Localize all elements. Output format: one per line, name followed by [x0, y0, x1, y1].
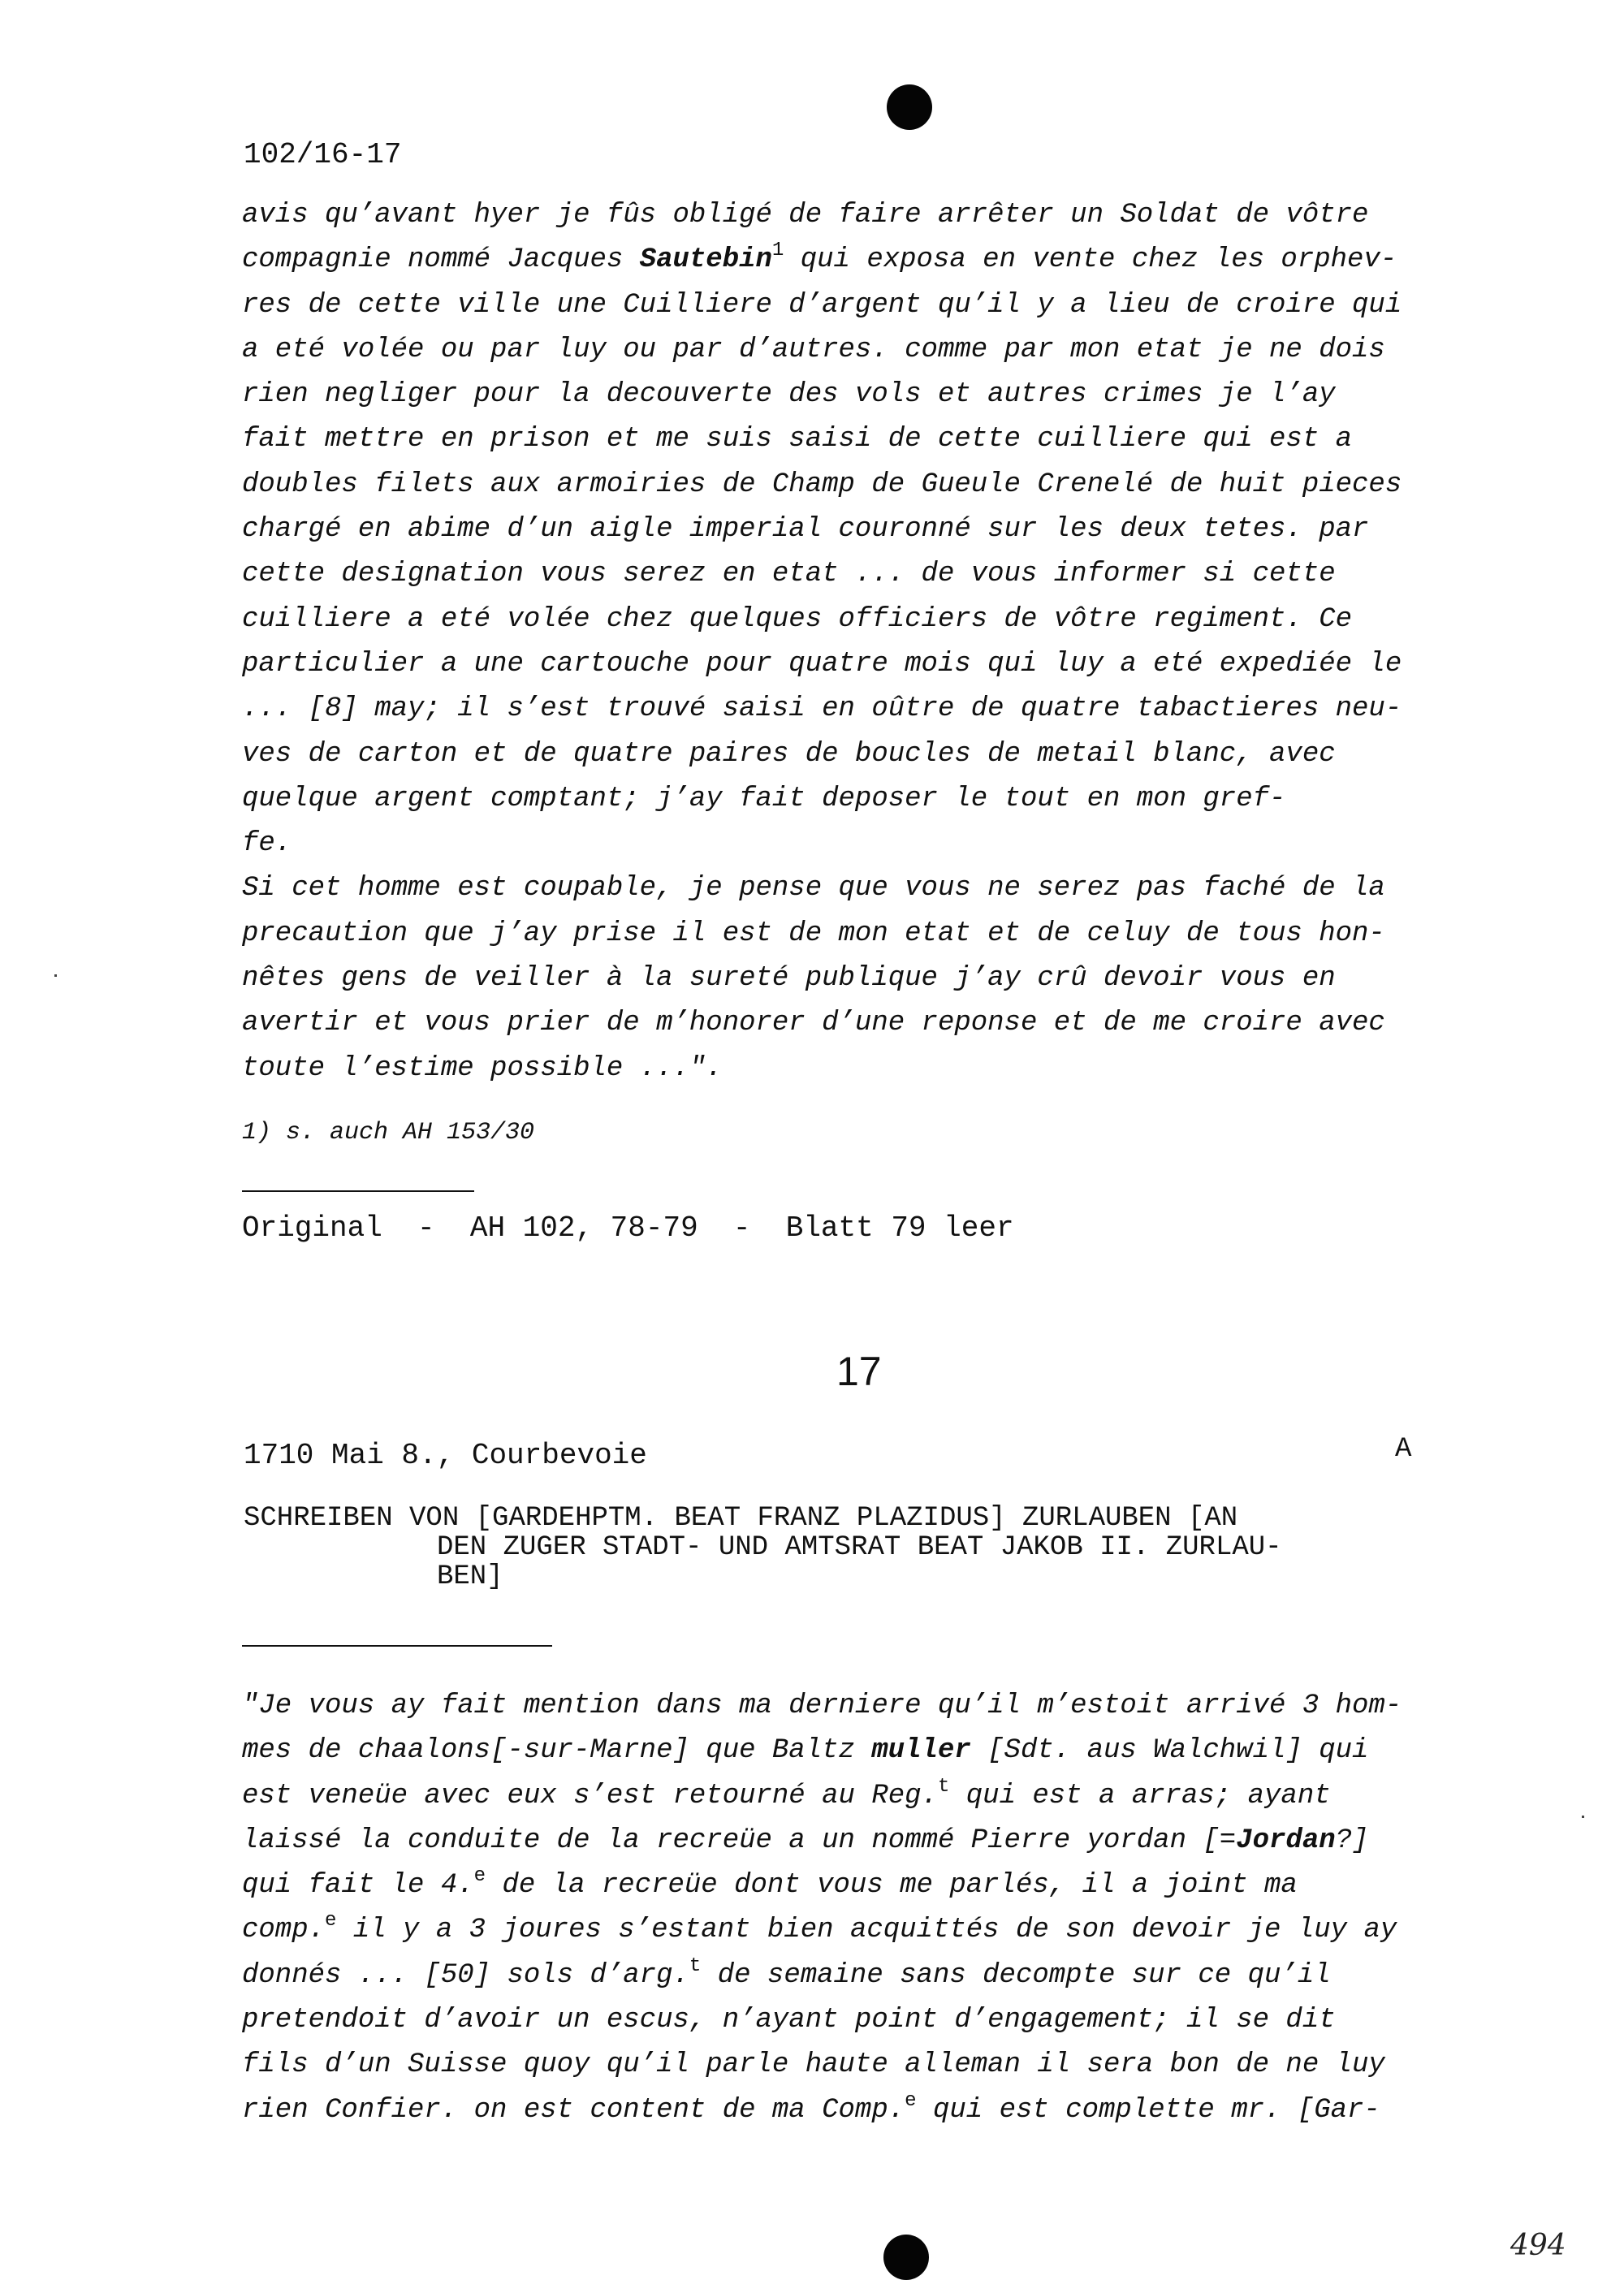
text-line — [242, 822, 1492, 866]
superscript: t — [689, 1954, 702, 1977]
letter-body-text — [242, 193, 1492, 1091]
text-line — [242, 912, 1492, 956]
text-run: fe. — [242, 828, 292, 860]
text-line — [242, 328, 1492, 373]
text-run: "Je vous ay fait mention dans ma derniere qu’il m’estoit arrivé 3 hom- — [242, 1691, 1402, 1721]
text-line — [242, 598, 1492, 642]
text-line — [242, 238, 1492, 283]
text-run: cuilliere a eté volée chez quelques officiers de vôtre regiment. Ce — [242, 603, 1353, 635]
text-run: precaution que j’ay prise il est de mon etat et de celuy de tous hon- — [242, 918, 1385, 949]
text-line — [242, 552, 1492, 597]
text-run: ?] — [1335, 1824, 1369, 1856]
text-run: mes de chaalons[-sur-Marne] que Baltz — [242, 1735, 872, 1767]
text-line — [242, 1684, 1492, 1729]
heading-line: SCHREIBEN VON [GARDEHPTM. BEAT FRANZ PLAZIDUS] ZURLAUBEN [AN — [244, 1503, 1238, 1534]
text-run: quelque argent comptant; j’ay fait deposer le tout en mon gref- — [242, 783, 1286, 814]
text-line — [242, 463, 1492, 507]
text-run: toute l’estime possible ...". — [242, 1052, 723, 1084]
text-line — [242, 1774, 1492, 1819]
text-run: avertir et vous prier de m’honorer d’une reponse et de me croire avec — [242, 1008, 1385, 1039]
text-line — [242, 2088, 1492, 2133]
document-date-place: 1710 Mai 8., Courbevoie — [244, 1439, 647, 1472]
margin-mark-right — [1582, 1816, 1584, 1818]
punch-hole-bottom — [883, 2235, 929, 2280]
superscript: e — [905, 2089, 917, 2112]
text-run: qui exposa en vente chez les orphev- — [784, 244, 1397, 276]
text-run: ves de carton et de quatre paires de boucles de metail blanc, avec — [242, 738, 1336, 770]
text-run: chargé en abime d’un aigle imperial couronné sur les deux tetes. par — [242, 514, 1369, 546]
text-line — [242, 417, 1492, 462]
text-run: donnés ... [50] sols d’arg. — [242, 1959, 689, 1991]
document-number: 17 — [836, 1349, 882, 1394]
superscript: 1 — [771, 240, 784, 262]
page-number: 494 — [1510, 2229, 1566, 2262]
text-run: Si cet homme est coupable, je pense que vous ne serez pas faché de la — [242, 873, 1385, 905]
heading-line: DEN ZUGER STADT- UND AMTSRAT BEAT JAKOB II. ZURLAU- — [437, 1532, 1282, 1563]
separator-rule-2 — [242, 1645, 552, 1647]
text-run: avis qu’avant hyer je fûs obligé de faire arrêter un Soldat de vôtre — [242, 200, 1369, 231]
text-run: res de cette ville une Cuilliere d’argent qu’il y a lieu de croire qui — [242, 289, 1402, 321]
text-line — [242, 1729, 1492, 1773]
text-run: compagnie nommé Jacques — [242, 244, 640, 276]
text-run: nêtes gens de veiller à la sureté publique j’ay crû devoir vous en — [242, 963, 1336, 995]
text-run: fait mettre en prison et me suis saisi de cette cuilliere qui est a — [242, 424, 1353, 456]
heading-line: BEN] — [437, 1561, 503, 1592]
bold-name: Sautebin — [639, 244, 772, 276]
text-line — [242, 642, 1492, 687]
text-line — [242, 1863, 1492, 1908]
document-type-letter: A — [1395, 1434, 1412, 1465]
text-line — [242, 283, 1492, 328]
text-run: rien Confier. on est content de ma Comp. — [242, 2094, 905, 2126]
text-run: ... [8] may; il s’est trouvé saisi en oûtre de quatre tabactieres neu- — [242, 693, 1402, 725]
text-line — [242, 1819, 1492, 1863]
text-line — [242, 1001, 1492, 1046]
text-line — [242, 866, 1492, 911]
text-run: qui est complette mr. [Gar- — [916, 2094, 1380, 2126]
punch-hole-top — [887, 84, 932, 130]
document-reference: 102/16-17 — [244, 138, 402, 171]
text-line — [242, 687, 1492, 732]
text-run: doubles filets aux armoiries de Champ de Gueule Crenelé de huit pieces — [242, 469, 1402, 500]
original-source-note: Original - AH 102, 78-79 - Blatt 79 leer — [242, 1211, 1014, 1245]
text-line — [242, 1047, 1492, 1091]
text-run: de semaine sans decompte sur ce qu’il — [701, 1959, 1331, 1991]
text-run: laissé la conduite de la recreüe a un nommé Pierre yordan [= — [242, 1824, 1237, 1856]
superscript: e — [325, 1910, 337, 1932]
text-run: de la recreüe dont vous me parlés, il a joint ma — [486, 1870, 1298, 1902]
document-body-text — [242, 1684, 1492, 2133]
text-run: cette designation vous serez en etat ... de vous informer si cette — [242, 559, 1336, 590]
superscript: e — [473, 1865, 486, 1888]
text-line — [242, 1908, 1492, 1953]
text-run: pretendoit d’avoir un escus, n’ayant point d’engagement; il se dit — [242, 2005, 1336, 2036]
text-line — [242, 956, 1492, 1001]
text-run: qui fait le 4. — [242, 1870, 474, 1902]
footnote: 1) s. auch AH 153/30 — [242, 1119, 535, 1146]
text-line — [242, 193, 1492, 238]
text-run: rien negliger pour la decouverte des vols et autres crimes je l’ay — [242, 379, 1336, 411]
text-run: il y a 3 joures s’estant bien acquittés de son devoir je luy ay — [336, 1915, 1397, 1946]
text-line — [242, 507, 1492, 552]
bold-name: Jordan — [1236, 1824, 1336, 1856]
text-run: fils d’un Suisse quoy qu’il parle haute alleman il sera bon de ne luy — [242, 2049, 1385, 2081]
text-run: qui est a arras; ayant — [949, 1780, 1331, 1811]
text-run: est veneüe avec eux s’est retourné au Reg. — [242, 1780, 938, 1811]
text-run: particulier a une cartouche pour quatre mois qui luy a eté expediée le — [242, 648, 1402, 680]
text-line — [242, 1954, 1492, 1998]
bold-name: muller — [871, 1735, 971, 1767]
text-line — [242, 2043, 1492, 2088]
margin-mark-left — [54, 974, 57, 977]
document-heading — [244, 1504, 1282, 1591]
text-run: a eté volée ou par luy ou par d’autres. comme par mon etat je ne dois — [242, 334, 1385, 365]
separator-rule-1 — [242, 1190, 474, 1192]
text-line — [242, 777, 1492, 822]
text-run: comp. — [242, 1915, 326, 1946]
text-run: [Sdt. aus Walchwil] qui — [970, 1735, 1369, 1767]
text-line — [242, 1998, 1492, 2043]
text-line — [242, 373, 1492, 417]
superscript: t — [937, 1775, 950, 1798]
text-line — [242, 732, 1492, 777]
